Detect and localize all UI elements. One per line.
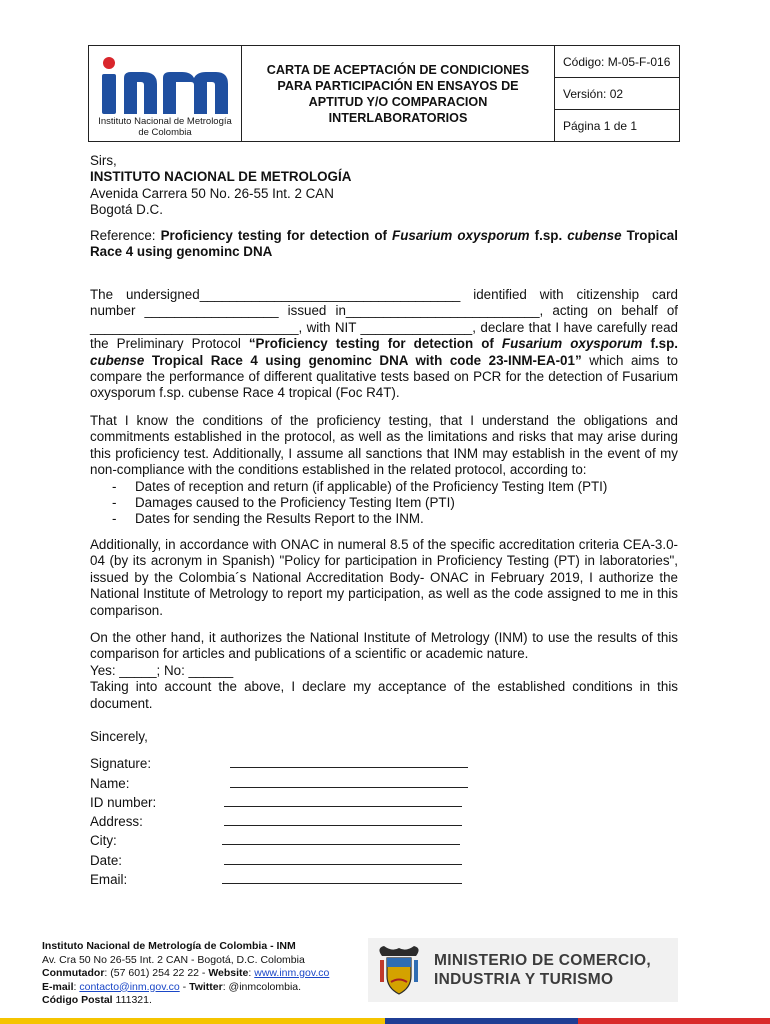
para-text: The undersigned___________________________________ identified with citizenship card number __________________ issued in__________________________, acting on behalf of ____________________________, with NIT _______________, declare that I have carefully read the Preliminary Protocol: [90, 287, 678, 352]
signature-line: [230, 767, 468, 768]
email-line: [222, 883, 462, 884]
city: Bogotá D.C.: [90, 202, 163, 218]
yes-no-field: Yes: _____; No: ______: [90, 662, 234, 678]
para-text: That I know the conditions of the proficiency testing, that I understand the obligations and commitments established in the protocol, as well as the limitations and risks that may arise during this proficiency test. Additionally, I assume all sanctions that INM may establish in the event of my non-compliance with the conditions established in the related protocol, according to:: [90, 413, 678, 478]
closing-text: Sincerely,: [90, 729, 148, 744]
footer-address: Av. Cra 50 No 26-55 Int. 2 CAN - Bogotá, D.C. Colombia: [42, 953, 305, 966]
signature-row: [90, 771, 510, 790]
reference-text: f.sp.: [529, 228, 568, 243]
postal-code: 111321.: [112, 994, 152, 1006]
twitter-label: Twitter: [189, 980, 223, 993]
postal-label: Código Postal: [42, 994, 113, 1006]
reference-species: Fusarium oxysporum: [392, 228, 530, 243]
paragraph-authorization: [90, 630, 678, 712]
salutation: Sirs,: [90, 153, 117, 168]
footer-contact: [42, 940, 329, 1008]
ministry-logo: [368, 938, 678, 1002]
title-line: APTITUD Y/O COMPARACION: [308, 94, 488, 109]
email-link[interactable]: contacto@inm.gov.co: [79, 980, 180, 993]
field-label: Date:: [90, 852, 123, 868]
separator: :: [248, 967, 255, 979]
protocol-title: f.sp.: [642, 336, 678, 352]
signature-row: [90, 848, 510, 867]
document-version: Versión: 02: [555, 78, 679, 110]
name-line: [230, 787, 468, 788]
field-label: Signature:: [90, 756, 152, 772]
footer-bar-yellow: [0, 1018, 385, 1024]
twitter-handle: : @inmcolombia.: [222, 980, 302, 993]
city-line: [222, 844, 460, 845]
protocol-subspecies: cubense: [90, 352, 145, 368]
document-header: [88, 45, 680, 142]
address-block: [90, 153, 678, 219]
field-label: Name:: [90, 775, 130, 791]
date-line: [224, 864, 462, 865]
list-item: - Dates of reception and return (if applicable) of the Proficiency Testing Item (PTI): [90, 479, 678, 495]
protocol-title: Tropical Race 4 using genominc DNA with code 23-INM-EA-01”: [144, 352, 582, 368]
page-number: Página 1 de 1: [563, 118, 638, 133]
para-text: Taking into account the above, I declare my acceptance of the established conditions in this document.: [90, 679, 678, 711]
signature-row: [90, 752, 510, 771]
phone-label: Conmutador: [42, 967, 105, 979]
signature-row: [90, 791, 510, 810]
field-label: ID number:: [90, 794, 157, 810]
para-text: On the other hand, it authorizes the National Institute of Metrology (INM) to use the results of this comparison for articles and publications of a scientific or academic nature.: [90, 630, 678, 662]
id-line: [224, 806, 462, 807]
inm-logo-icon: [97, 54, 233, 116]
document-meta: [555, 46, 679, 141]
phone-number: : (57 601) 254 22 22 -: [104, 967, 209, 979]
reference-subspecies: cubense: [567, 228, 622, 243]
signature-row: [90, 829, 510, 848]
reference-label: Reference:: [90, 228, 161, 243]
ministry-name: [434, 951, 651, 989]
title-line: CARTA DE ACEPTACIÓN DE CONDICIONES: [266, 62, 530, 77]
address-line: [224, 825, 462, 826]
ministry-line: INDUSTRIA Y TURISMO: [434, 971, 614, 988]
title-line: PARA PARTICIPACIÓN EN ENSAYOS DE: [277, 78, 519, 93]
protocol-species: Fusarium oxysporum: [501, 336, 643, 352]
list-item: - Damages caused to the Proficiency Testing Item (PTI): [90, 495, 678, 511]
paragraph-undersigned: [90, 287, 678, 402]
institution-name: INSTITUTO NACIONAL DE METROLOGÍA: [90, 169, 352, 185]
footer-bar-blue: [385, 1018, 578, 1024]
field-label: City:: [90, 833, 117, 849]
signature-row: [90, 868, 510, 887]
coat-of-arms-icon: [374, 942, 424, 998]
list-item: - Dates for sending the Results Report to the INM.: [90, 511, 678, 527]
closing: [90, 729, 678, 745]
document-code: Código: M-05-F-016: [555, 46, 679, 78]
inm-logo: [89, 46, 242, 141]
signature-row: [90, 810, 510, 829]
protocol-title: “Proficiency testing for detection of: [248, 336, 502, 352]
ministry-line: MINISTERIO DE COMERCIO,: [434, 952, 652, 969]
field-label: Email:: [90, 872, 128, 888]
sanctions-list: [90, 479, 678, 528]
para-text: which aims to compare the performance of different qualitative tests based on PCR for the detection of Fusarium oxysporum f.sp. cubense Race 4 tropical (Foc R4T).: [90, 352, 678, 401]
reference-text: Tropical Race 4 using genominc DNA: [90, 228, 678, 260]
website-link[interactable]: www.inm.gov.co: [254, 967, 330, 979]
reference-text: Proficiency testing for detection of: [160, 228, 393, 243]
street-address: Avenida Carrera 50 No. 26-55 Int. 2 CAN: [90, 185, 334, 201]
paragraph-conditions: [90, 413, 678, 528]
paragraph-onac: [90, 537, 678, 619]
separator: -: [179, 980, 190, 993]
document-title: [242, 46, 555, 141]
para-text: Additionally, in accordance with ONAC in numeral 8.5 of the specific accreditation criteria CEA-3.0-04 (by its acronym in Spanish) "Policy for participation in Proficiency Testing (PT) in laboratories", issued by the Colombia´s National Accreditation Body- ONAC in February 2019, I authorize the National Institute of Metrology to report my participation, as well as the code assigned to me in this comparison.: [90, 537, 678, 618]
logo-line-1: Instituto Nacional de Metrología: [98, 116, 232, 127]
email-label: E-mail: [42, 980, 74, 993]
footer-bar-red: [578, 1018, 770, 1024]
signature-fields: [90, 752, 510, 887]
website-label: Website: [208, 967, 249, 979]
logo-line-2: de Colombia: [138, 127, 192, 138]
footer-org: Instituto Nacional de Metrología de Colombia - INM: [42, 940, 296, 952]
separator: :: [73, 980, 80, 993]
title-line: INTERLABORATORIOS: [328, 110, 468, 125]
field-label: Address:: [90, 814, 143, 830]
reference-block: [90, 228, 678, 261]
